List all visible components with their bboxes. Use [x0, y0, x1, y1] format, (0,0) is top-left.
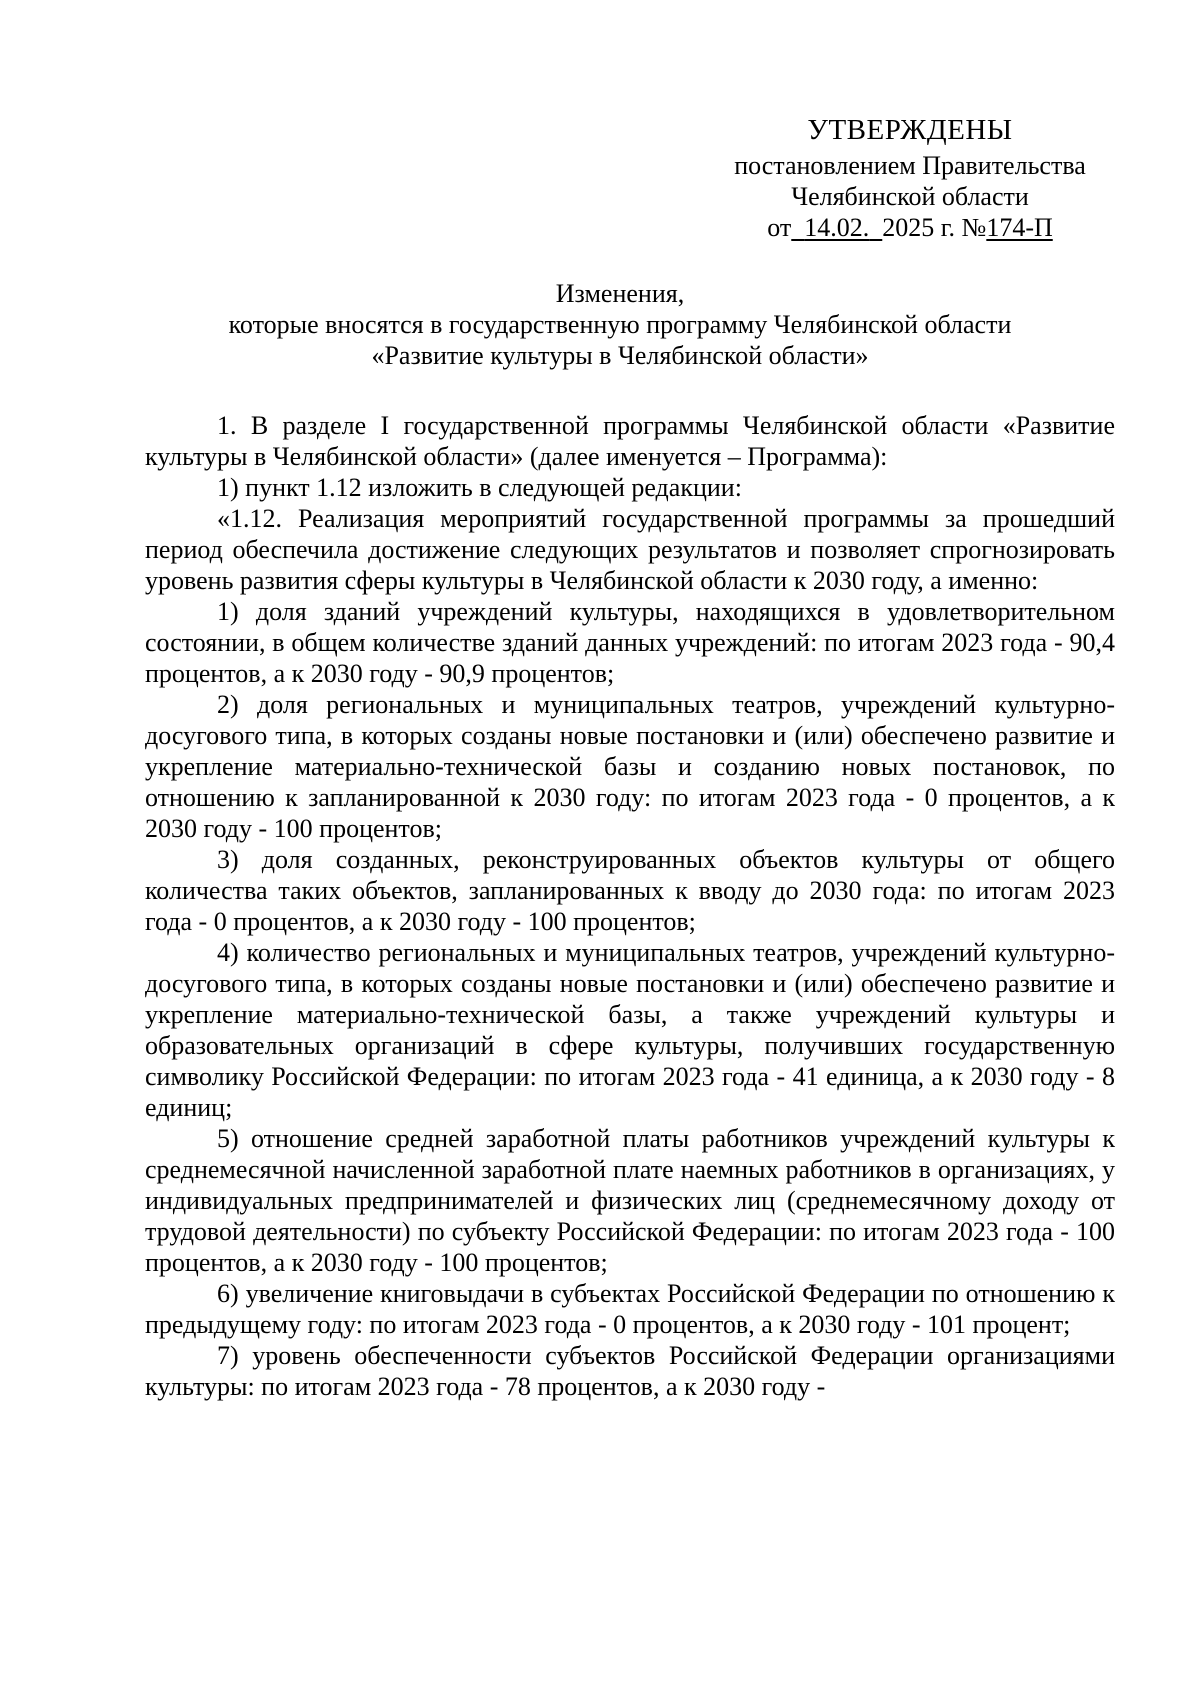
body-paragraph: 6) увеличение книговыдачи в субъектах Российской Федерации по отношению к предыдущему году: по итогам 2023 года - 0 процентов, а к 2030 году - 101 процент;: [145, 1279, 1115, 1339]
body-paragraph: 5) отношение средней заработной платы работников учреждений культуры к среднемесячной начисленной заработной плате наемных работников в организациях, у индивидуальных предпринимателей и физических лиц (среднемесячному доходу от трудовой деятельности) по субъекту Российской Федерации: по итогам 2023 года - 100 процентов, а к 2030 году - 100 процентов;: [145, 1124, 1115, 1277]
body-paragraph: 3) доля созданных, реконструированных объектов культуры от общего количества таких объектов, запланированных к вводу до 2030 года: по итогам 2023 года - 0 процентов, а к 2030 году - 100 процентов;: [145, 845, 1115, 936]
approval-title: УТВЕРЖДЕНЫ: [807, 114, 1013, 146]
body-paragraph: 2) доля региональных и муниципальных театров, учреждений культурно-досугового типа, в которых созданы новые постановки и (или) обеспечено развитие и укрепление материально-технической базы и созданию новых постановок, по отношению к запланированной к 2030 году: по итогам 2023 года - 0 процентов, а к 2030 году - 100 процентов;: [145, 690, 1115, 843]
document-heading: [130, 278, 1110, 371]
approval-line-government: постановлением Правительства: [734, 151, 1086, 180]
approval-date-day: [791, 213, 882, 242]
body-paragraph: 4) количество региональных и муниципальных театров, учреждений культурно-досугового типа, в которых созданы новые постановки и (или) обеспечено развитие и укрепление материально-технической базы, а также учреждений культуры и образовательных организаций в сфере культуры, получивших государственную символику Российской Федерации: по итогам 2023 года - 41 единица, а к 2030 году - 8 единиц;: [145, 938, 1115, 1122]
approval-date-line: [700, 212, 1120, 243]
approval-number: 174-П: [986, 213, 1053, 242]
approval-date-prefix: от: [767, 213, 792, 242]
approval-block: [700, 110, 1120, 243]
approval-date-day-value: 14.02.: [804, 213, 870, 242]
heading-line-2: которые вносятся в государственную программу Челябинской области: [228, 310, 1012, 339]
body-paragraph: 7) уровень обеспеченности субъектов Российской Федерации организациями культуры: по итогам 2023 года - 78 процентов, а к 2030 году -: [145, 1341, 1115, 1401]
body-paragraph: 1) пункт 1.12 изложить в следующей редакции:: [217, 473, 742, 502]
document-body: [145, 410, 1115, 1402]
heading-line-3: «Развитие культуры в Челябинской области»: [371, 341, 869, 370]
body-paragraph: 1) доля зданий учреждений культуры, находящихся в удовлетворительном состоянии, в общем количестве зданий данных учреждений: по итогам 2023 года - 90,4 процентов, а к 2030 году - 90,9 процентов;: [145, 597, 1115, 688]
approval-line-region: Челябинской области: [791, 182, 1029, 211]
body-paragraph: «1.12. Реализация мероприятий государственной программы за прошедший период обеспечила достижение следующих результатов и позволяет спрогнозировать уровень развития сферы культуры в Челябинской области к 2030 году, а именно:: [145, 504, 1115, 595]
body-paragraph: 1. В разделе I государственной программы Челябинской области «Развитие культуры в Челябинской области» (далее именуется – Программа):: [145, 411, 1115, 471]
approval-date-year: 2025 г. №: [882, 213, 987, 242]
heading-line-1: Изменения,: [555, 279, 685, 308]
